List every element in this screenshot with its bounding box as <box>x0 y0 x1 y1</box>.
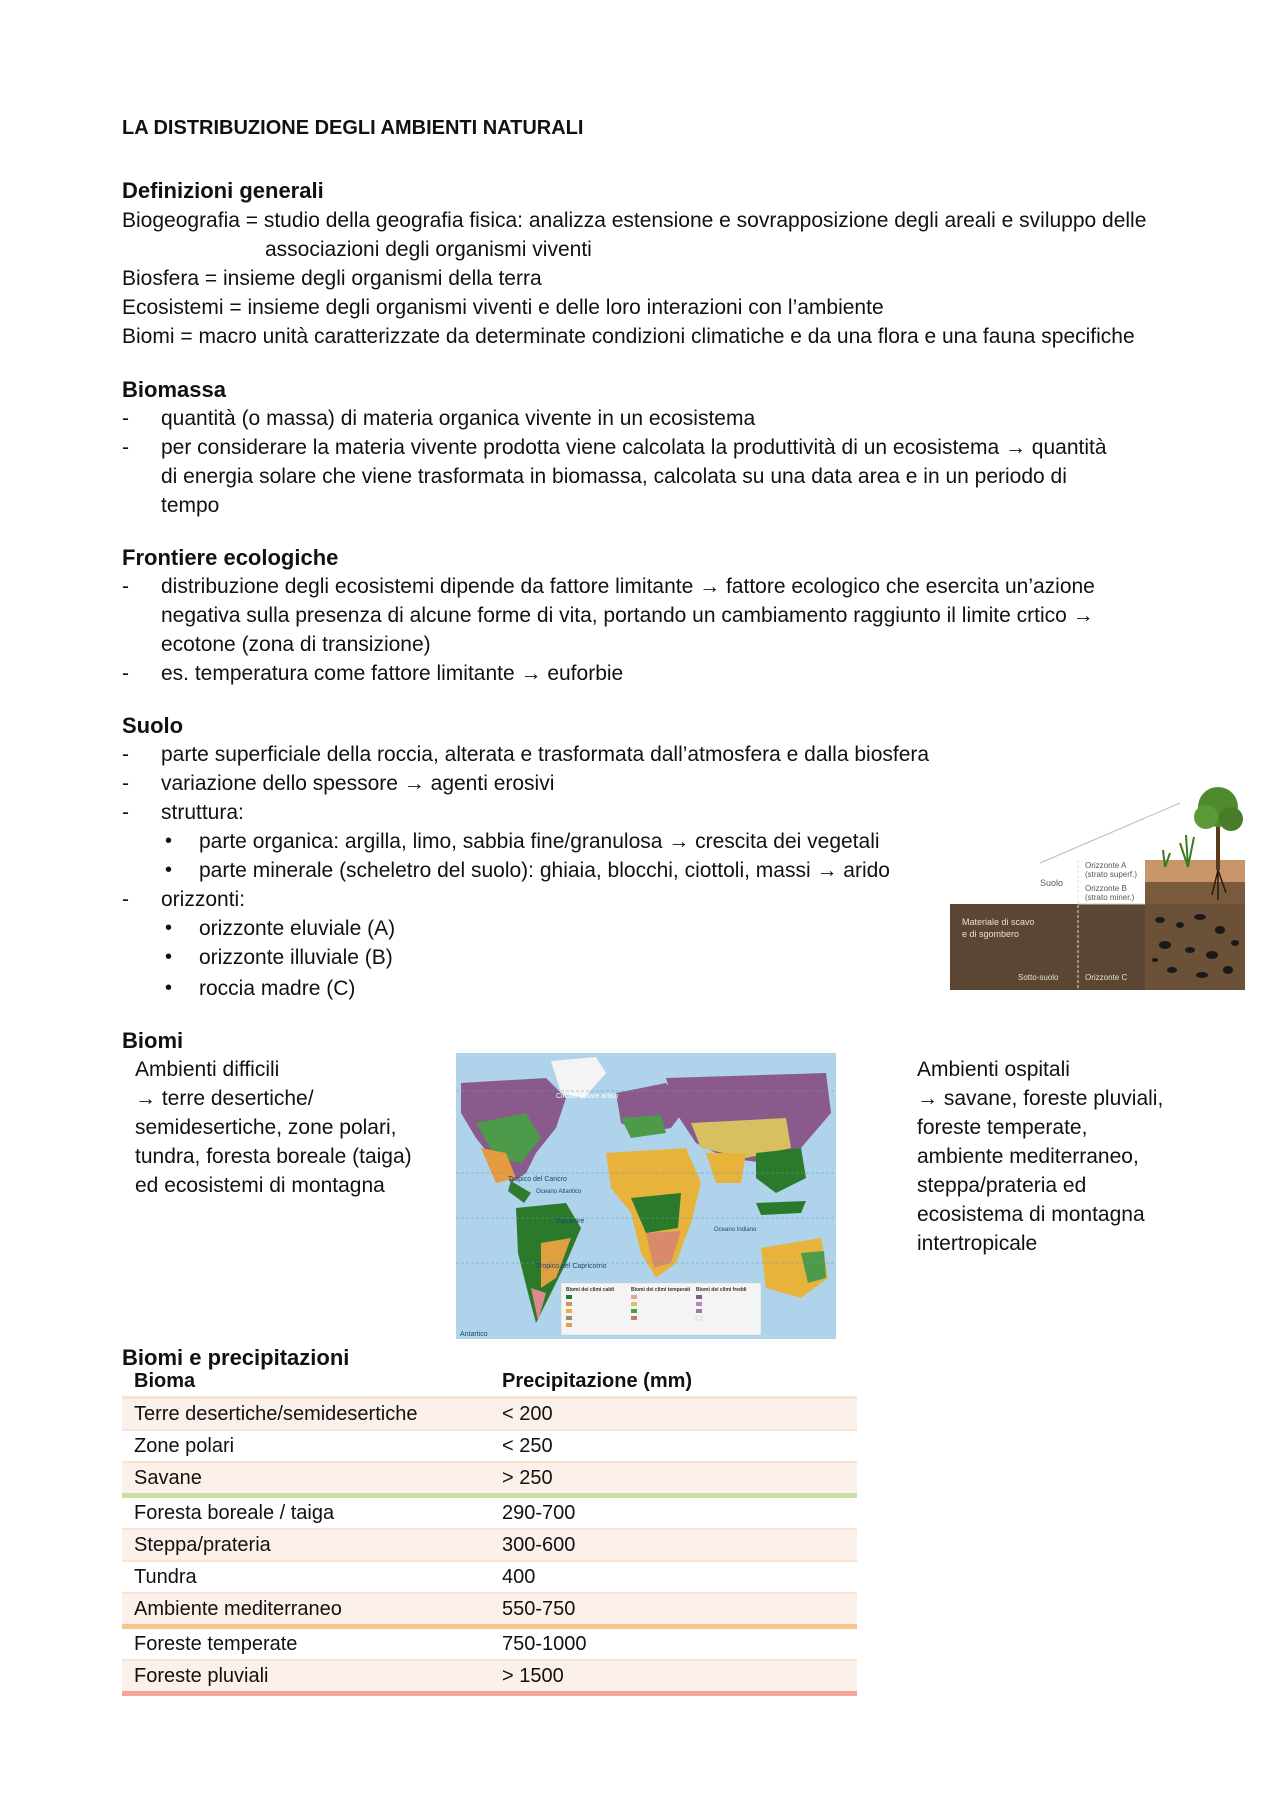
suolo-item-3: struttura: <box>161 801 244 824</box>
table-cell-bioma: Zone polari <box>134 1434 235 1457</box>
dash-marker: - <box>122 801 129 824</box>
biomassa-item-2c: tempo <box>161 494 220 517</box>
biomi-ospitali-6: ecosistema di montagna <box>917 1203 1145 1226</box>
soil-label-b: Orizzonte B <box>1085 884 1127 893</box>
heading-biomassa: Biomassa <box>122 377 226 402</box>
def-line-3: Biosfera = insieme degli organismi della terra <box>122 267 542 290</box>
biomi-precipitazioni-table <box>122 1366 857 1696</box>
soil-profile-figure <box>950 775 1245 990</box>
table-cell-precip: 300-600 <box>502 1533 576 1556</box>
table-cell-precip: 400 <box>502 1565 536 1588</box>
table-row <box>122 1430 857 1462</box>
table-row <box>122 1627 857 1661</box>
table-cell-bioma: Savane <box>134 1466 202 1489</box>
bullet-marker: • <box>165 977 173 999</box>
map-label-atlantico: Oceano Atlantico <box>536 1189 582 1195</box>
biomassa-item-2b: di energia solare che viene trasformata in biomassa, calcolata su una data area e in un periodo di <box>161 465 1067 488</box>
heading-biomi-precipitazioni: Biomi e precipitazioni <box>122 1345 350 1370</box>
map-label-cancro: Tropico del Cancro <box>508 1176 567 1183</box>
biome-map-illustration <box>456 1053 836 1339</box>
bullet-marker: • <box>165 946 173 968</box>
soil-label-sotto: Sotto-suolo <box>1018 973 1059 982</box>
soil-label-c: Orizzonte C <box>1085 973 1128 982</box>
document-title: LA DISTRIBUZIONE DEGLI AMBIENTI NATURALI <box>122 117 584 139</box>
table-cell-precip: 290-700 <box>502 1501 576 1524</box>
table-cell-precip: > 1500 <box>502 1664 564 1687</box>
biomi-difficili-2: → terre desertiche/ <box>135 1087 314 1110</box>
table-row <box>122 1561 857 1593</box>
soil-label-materiale2: e di sgombero <box>962 929 1020 939</box>
table-cell-bioma: Foresta boreale / taiga <box>134 1501 335 1524</box>
frontiere-item-1b: negativa sulla presenza di alcune forme di vita, portando un cambiamento raggiunto il limite crtico → <box>161 604 1094 627</box>
biome-world-map <box>456 1053 836 1339</box>
table-header-row <box>122 1366 857 1398</box>
map-label-equatore: Equatore <box>556 1218 585 1225</box>
soil-label-a2: (strato superf.) <box>1085 870 1138 879</box>
table-cell-bioma: Steppa/prateria <box>134 1533 271 1556</box>
def-line-2: associazioni degli organismi viventi <box>265 238 592 261</box>
frontiere-item-1: distribuzione degli ecosistemi dipende da fattore limitante → fattore ecologico che esercita un’azione <box>161 575 1095 598</box>
soil-label-a: Orizzonte A <box>1085 861 1127 870</box>
bullet-marker: • <box>165 859 173 881</box>
suolo-item-4: orizzonti: <box>161 888 246 911</box>
suolo-sub-3: orizzonte eluviale (A) <box>199 917 396 940</box>
biomassa-item-1: quantità (o massa) di materia organica vivente in un ecosistema <box>161 407 756 430</box>
biomi-ospitali-5: steppa/prateria ed <box>917 1174 1087 1197</box>
table-row <box>122 1593 857 1627</box>
table-cell-precip: 550-750 <box>502 1597 576 1620</box>
soil-label-materiale: Materiale di scavo <box>962 917 1035 927</box>
biomassa-item-2: per considerare la materia vivente prodotta viene calcolata la produttività di un ecosistema → quantità <box>161 436 1107 459</box>
table-cell-bioma: Foreste pluviali <box>134 1664 269 1687</box>
suolo-sub-5: roccia madre (C) <box>199 977 356 1000</box>
dash-marker: - <box>122 888 129 911</box>
biomi-difficili-3: semidesertiche, zone polari, <box>135 1116 397 1139</box>
dash-marker: - <box>122 772 129 795</box>
bullet-marker: • <box>165 917 173 939</box>
table-row <box>122 1529 857 1561</box>
heading-suolo: Suolo <box>122 713 184 738</box>
soil-label-b2: (strato miner.) <box>1085 893 1135 902</box>
biomi-difficili-1: Ambienti difficili <box>135 1058 280 1081</box>
table-cell-bioma: Terre desertiche/semidesertiche <box>134 1402 418 1425</box>
table-cell-bioma: Foreste temperate <box>134 1632 298 1655</box>
def-line-4: Ecosistemi = insieme degli organismi viventi e delle loro interazioni con l’ambiente <box>122 296 884 319</box>
frontiere-item-2: es. temperatura come fattore limitante → euforbie <box>161 662 624 685</box>
biomi-ospitali-1: Ambienti ospitali <box>917 1058 1070 1081</box>
map-label-circolo: Circolo polare artico <box>556 1093 619 1100</box>
table-header-precipitazione: Precipitazione (mm) <box>502 1369 693 1392</box>
table-cell-bioma: Tundra <box>134 1565 197 1588</box>
table-cell-bioma: Ambiente mediterraneo <box>134 1597 342 1620</box>
biomi-ospitali-7: intertropicale <box>917 1232 1038 1255</box>
suolo-sub-4: orizzonte illuviale (B) <box>199 946 393 969</box>
suolo-item-1: parte superficiale della roccia, alterata e trasformata dall’atmosfera e dalla biosfera <box>161 743 930 766</box>
def-line-5: Biomi = macro unità caratterizzate da determinate condizioni climatiche e da una flora e una fauna specifiche <box>122 325 1135 348</box>
biomi-ospitali-2: → savane, foreste pluviali, <box>917 1087 1164 1110</box>
dash-marker: - <box>122 743 129 766</box>
map-label-indiano: Oceano Indiano <box>714 1227 757 1233</box>
biomi-ospitali-3: foreste temperate, <box>917 1116 1088 1139</box>
table-row <box>122 1462 857 1496</box>
bullet-marker: • <box>165 830 173 852</box>
table-row <box>122 1398 857 1431</box>
map-legend-3: Biomi dei climi freddi <box>696 1287 747 1293</box>
dash-marker: - <box>122 407 129 430</box>
table-row <box>122 1496 857 1530</box>
heading-definizioni: Definizioni generali <box>122 178 324 203</box>
dash-marker: - <box>122 436 129 459</box>
biomi-difficili-5: ed ecosistemi di montagna <box>135 1174 385 1197</box>
table-cell-precip: < 200 <box>502 1402 553 1425</box>
table-row <box>122 1660 857 1694</box>
table-cell-precip: > 250 <box>502 1466 553 1489</box>
table-cell-precip: < 250 <box>502 1434 553 1457</box>
heading-frontiere: Frontiere ecologiche <box>122 545 339 570</box>
map-label-capricorno: Tropico del Capricorno <box>536 1263 607 1270</box>
map-legend-1: Biomi dei climi caldi <box>566 1287 615 1293</box>
map-label-antartico: Antartico <box>460 1331 488 1338</box>
dash-marker: - <box>122 662 129 685</box>
def-line-1: Biogeografia = studio della geografia fisica: analizza estensione e sovrapposizione degli areali e sviluppo delle <box>122 209 1147 232</box>
table-cell-precip: 750-1000 <box>502 1632 587 1655</box>
soil-profile-illustration <box>950 775 1245 990</box>
biomi-difficili-4: tundra, foresta boreale (taiga) <box>135 1145 412 1168</box>
map-legend-2: Biomi dei climi temperati <box>631 1287 691 1293</box>
suolo-item-2: variazione dello spessore → agenti erosivi <box>161 772 555 795</box>
table-header-bioma: Bioma <box>134 1369 196 1392</box>
frontiere-item-1c: ecotone (zona di transizione) <box>161 633 431 656</box>
biomi-ospitali-4: ambiente mediterraneo, <box>917 1145 1139 1168</box>
suolo-sub-1: parte organica: argilla, limo, sabbia fine/granulosa → crescita dei vegetali <box>199 830 880 853</box>
dash-marker: - <box>122 575 129 598</box>
suolo-sub-2: parte minerale (scheletro del suolo): ghiaia, blocchi, ciottoli, massi → arido <box>199 859 890 882</box>
soil-label-suolo: Suolo <box>1040 878 1064 888</box>
heading-biomi: Biomi <box>122 1028 184 1053</box>
